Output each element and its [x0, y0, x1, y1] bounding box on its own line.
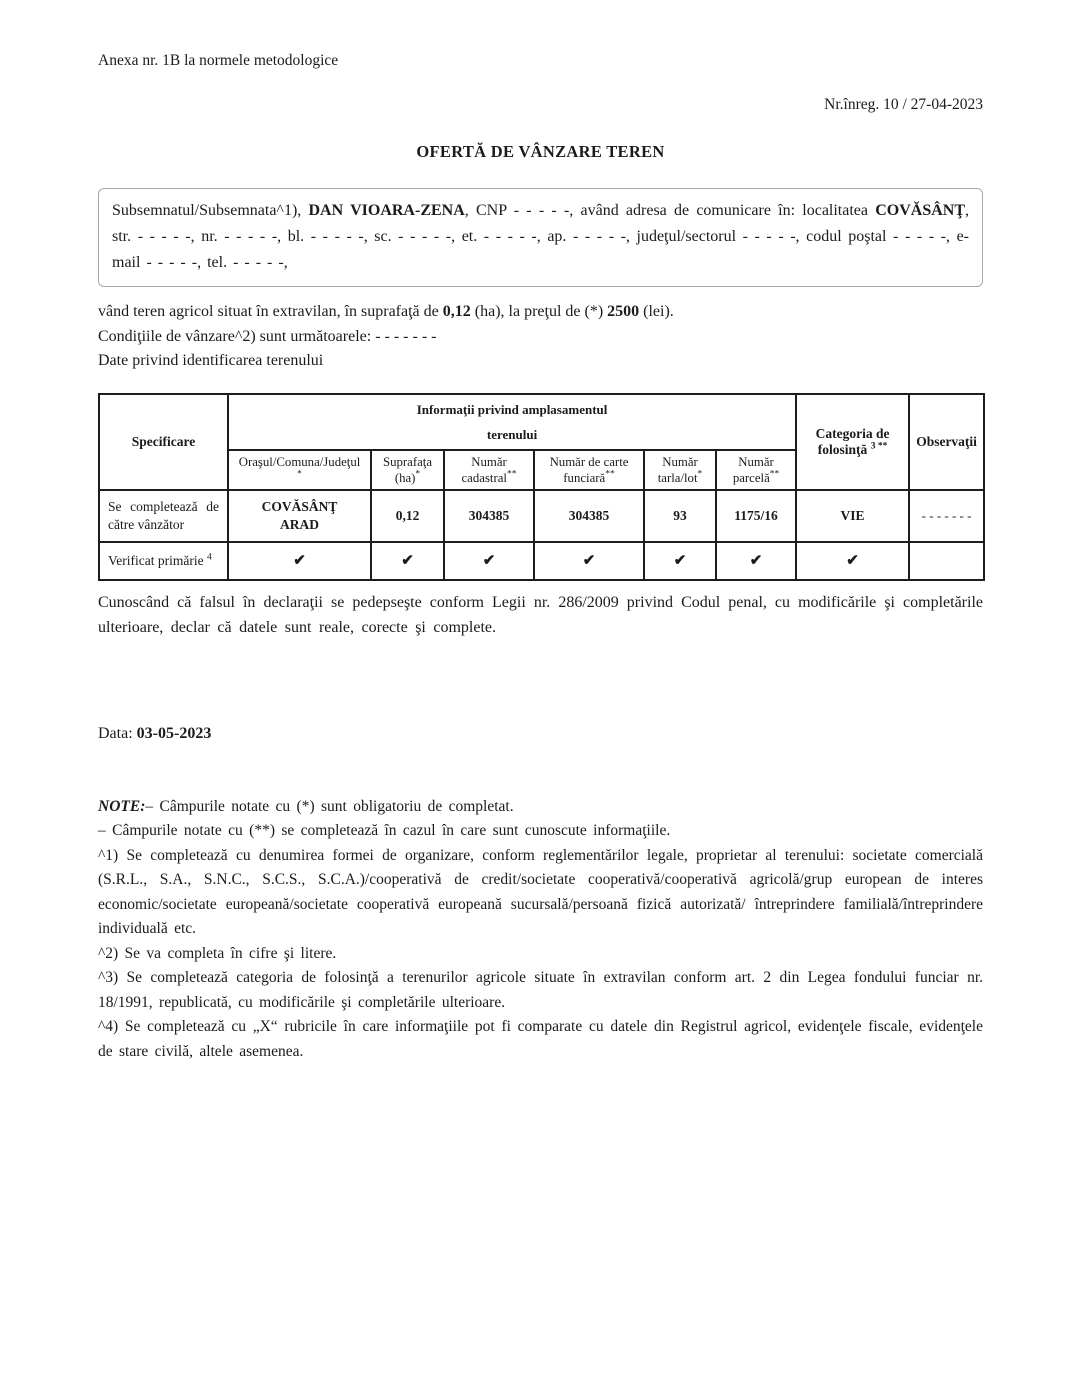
header-suprafata-text: (ha)	[394, 470, 416, 485]
verify-label-text: Verificat primărie	[108, 552, 204, 568]
cell-numar-cadastral: 304385	[444, 490, 534, 542]
verify-check-categoria	[796, 542, 909, 580]
check-icon: ✔	[293, 553, 306, 569]
sale-price: 2500	[607, 303, 640, 320]
header-tarla-superscript: *	[697, 469, 703, 480]
header-categoria-line1: Categoria de	[815, 425, 890, 441]
header-parcela-text: parcelă	[732, 470, 770, 485]
intro-text-part3: , str. - - - - -, nr. - - - - -, bl. - - - - -, sc. - - - - -, et. - - - - -, ap. - - - - -, judeţul/sectorul - - - - -, codul poştal - - - - -, e-mail - - - - -, tel. - - - - -,	[112, 202, 970, 271]
cell-city-line2: ARAD	[280, 516, 319, 532]
registration-number: Nr.înreg. 10 / 27-04-2023	[824, 96, 983, 113]
verify-check-tarla	[644, 542, 716, 580]
header-tarla-lot	[644, 450, 716, 490]
header-suprafata-superscript: *	[415, 469, 421, 480]
page-title: OFERTĂ DE VÂNZARE TEREN	[416, 142, 665, 161]
header-amplasament-line2: terenului	[486, 426, 538, 442]
notes-title: NOTE:	[98, 797, 146, 815]
verify-empty-observatii	[909, 542, 984, 580]
header-tarla-line1: Număr	[662, 454, 698, 469]
cell-categoria: VIE	[796, 490, 909, 542]
cell-carte-funciara: 304385	[534, 490, 644, 542]
check-icon: ✔	[749, 553, 763, 569]
header-suprafata	[371, 450, 444, 490]
header-carte-text: funciară	[563, 470, 606, 485]
header-tarla-line2	[649, 470, 711, 486]
header-categoria-superscript: 3 **	[870, 441, 888, 451]
header-parcela-superscript: **	[769, 469, 780, 480]
sale-text-part3: (lei).	[639, 303, 674, 320]
check-icon: ✔	[673, 553, 687, 569]
sale-statement	[98, 300, 983, 325]
note-optional-fields: – Câmpurile notate cu (**) se completează în cazul în care sunt cunoscute informaţiile.	[98, 822, 671, 839]
header-oras-comuna-judet	[228, 450, 371, 490]
header-specificare: Specificare	[99, 394, 228, 490]
notes-section	[98, 795, 983, 1065]
header-amplasament-line1: Informaţii privind amplasamentul	[416, 401, 608, 417]
header-suprafata-line2	[376, 470, 439, 486]
seller-row-label: Se completează de către vânzător	[99, 490, 228, 542]
header-carte-funciara	[534, 450, 644, 490]
footnote-1: ^1) Se completează cu denumirea formei de organizare, conform reglementărilor legale, proprietar al terenului: societate comercială (S.R.L., S.A., S.N.C., S.C.S., S.C.A.)/cooperativă de credit/societate cooperativă/cooperativă agricolă/grup european de interes economic/societate europeană/societate cooperativă europeană sucursală/persoană fizică autorizată/ întreprindere familială/întreprindere individuală etc.	[98, 846, 983, 937]
table-row-verification	[99, 542, 984, 580]
header-parcela-line2	[721, 470, 791, 486]
verify-row-label	[99, 542, 228, 580]
conditions-statement: Condiţiile de vânzare^2) sunt următoarele: - - - - - - -	[98, 327, 437, 345]
verify-label-superscript: 4	[206, 552, 212, 562]
verify-check-carte	[534, 542, 644, 580]
header-numar-cadastral	[444, 450, 534, 490]
verify-check-city	[228, 542, 371, 580]
header-observatii: Observaţii	[909, 394, 984, 490]
header-cadastral-superscript: **	[506, 469, 517, 480]
date-value: 03-05-2023	[136, 724, 212, 742]
check-icon: ✔	[846, 553, 859, 569]
note-header-line	[98, 795, 983, 820]
seller-identification-box	[98, 188, 983, 287]
cell-suprafata: 0,12	[371, 490, 444, 542]
header-carte-line1: Număr de carte	[549, 454, 629, 469]
check-icon: ✔	[401, 553, 414, 569]
footnote-3: ^3) Se completează categoria de folosinţă a terenurilor agricole situate în extravilan conform art. 2 din Legea fondului funciar nr. 18/1991, republicată, cu modificările şi completările ulterioare.	[98, 969, 983, 1011]
annex-label: Anexa nr. 1B la normele metodologice	[98, 52, 339, 69]
header-carte-line2	[539, 470, 639, 486]
check-icon: ✔	[582, 553, 596, 569]
header-cadastral-text: cadastral	[461, 470, 507, 485]
footnote-4: ^4) Se completează cu „X“ rubricile în care informaţiile pot fi comparate cu datele din Registrul agricol, evidenţele fiscale, evidenţele de stare civilă, altele asemenea.	[98, 1018, 983, 1060]
verify-check-cadastral	[444, 542, 534, 580]
sale-text-part2: (ha), la preţul de (*)	[470, 303, 608, 320]
header-categoria-line2	[801, 442, 904, 458]
identification-heading: Date privind identificarea terenului	[98, 352, 324, 369]
header-tarla-text: tarla/lot	[657, 470, 698, 485]
cell-parcela: 1175/16	[716, 490, 796, 542]
locality-name: COVĂSÂNŢ	[875, 202, 966, 219]
verify-check-parcela	[716, 542, 796, 580]
cell-tarla-lot: 93	[644, 490, 716, 542]
header-oras-line2	[233, 470, 366, 486]
seller-name: DAN VIOARA-ZENA	[308, 202, 465, 219]
cell-observatii: - - - - - - -	[909, 490, 984, 542]
footnote-2: ^2) Se va completa în cifre şi litere.	[98, 944, 337, 962]
cell-city	[228, 490, 371, 542]
header-oras-superscript: *	[297, 469, 302, 480]
verify-check-suprafata	[371, 542, 444, 580]
header-oras-line1: Oraşul/Comuna/Judeţul	[238, 454, 361, 469]
cell-city-line1: COVĂSÂNŢ	[261, 498, 338, 514]
header-carte-superscript: **	[605, 469, 615, 480]
header-suprafata-line1: Suprafaţa	[382, 454, 433, 469]
intro-text-part2: , CNP - - - - -, având adresa de comunicare în: localitatea	[464, 202, 876, 219]
land-area: 0,12	[442, 303, 471, 320]
legal-declaration: Cunoscând că falsul în declaraţii se pedepseşte conform Legii nr. 286/2009 privind Codul penal, cu modificările şi completările ulterioare, declar că datele sunt reale, corecte şi complete.	[98, 593, 983, 636]
header-parcela-line1: Număr	[738, 454, 774, 469]
table-row-seller	[99, 490, 984, 542]
header-parcela	[716, 450, 796, 490]
sale-text-part1: vând teren agricol situat în extravilan, în suprafaţă de	[98, 303, 443, 320]
header-categoria-folosinta	[796, 394, 909, 490]
date-label: Data:	[98, 724, 137, 742]
note-mandatory-fields: – Câmpurile notate cu (*) sunt obligatoriu de completat.	[145, 797, 514, 815]
check-icon: ✔	[482, 553, 496, 569]
header-categoria-text: folosinţă	[817, 441, 868, 457]
header-amplasament-group	[228, 394, 796, 450]
header-cadastral-line2	[449, 470, 529, 486]
date-line	[98, 725, 983, 743]
intro-text-part1: Subsemnatul/Subsemnata^1),	[112, 202, 309, 219]
land-identification-table	[98, 393, 985, 581]
header-cadastral-line1: Număr	[471, 454, 507, 469]
